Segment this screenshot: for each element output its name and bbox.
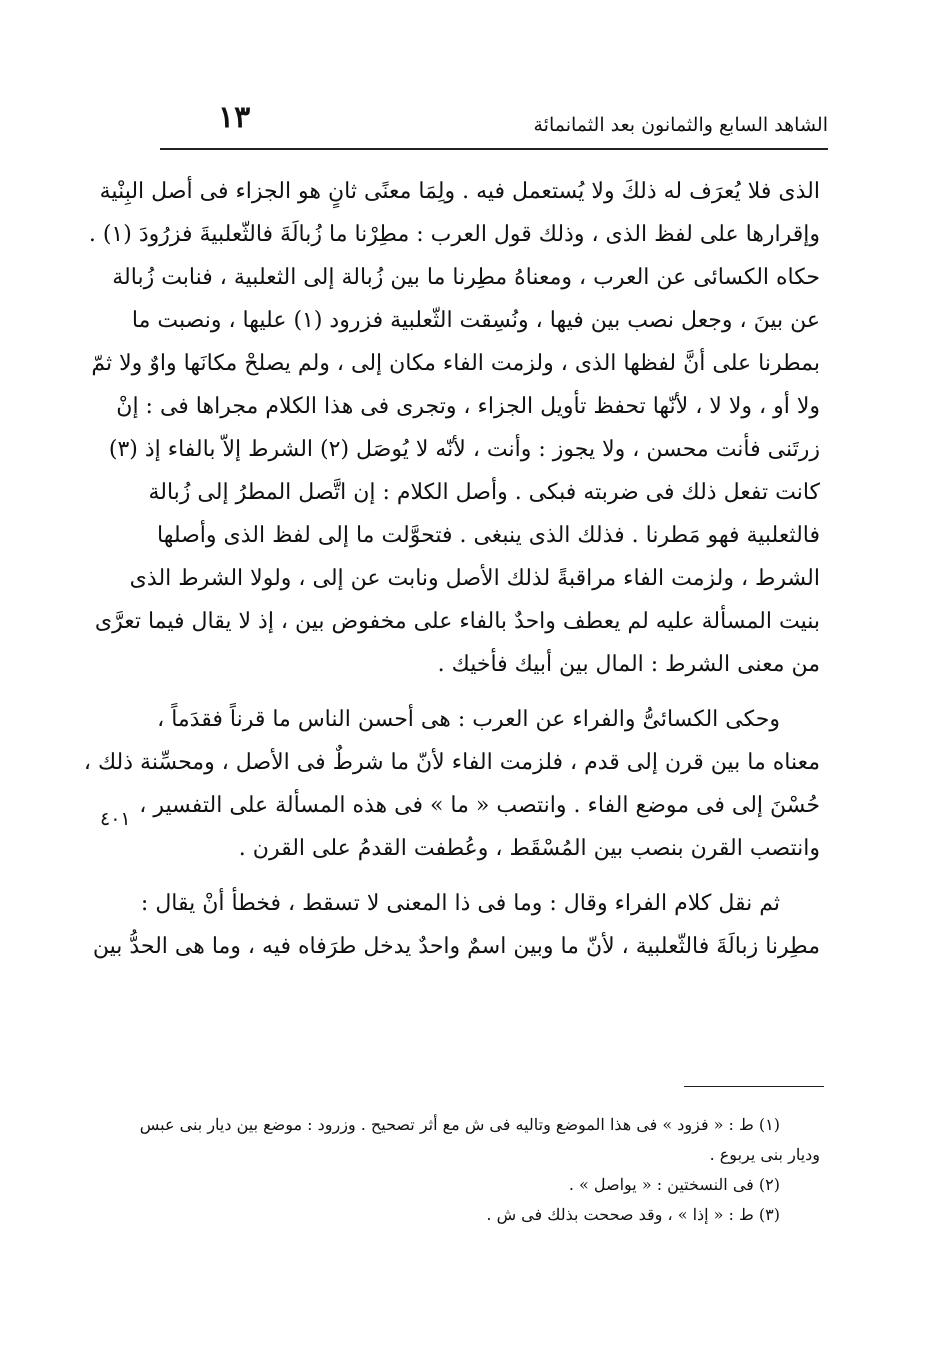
footnote-1-continued: وديار بنى يربوع .: [709, 1145, 820, 1164]
page-header: [160, 100, 828, 144]
text-line: ثم نقل كلام الفراء وقال : وما فى ذا المعنى لا تسقط ، فخطأ أنْ يقال :: [140, 891, 780, 916]
text-line: وحكى الكسائىُّ والفراء عن العرب : هى أحسن الناس ما قرناً فقدَماً ،: [157, 707, 780, 732]
margin-page-reference: ٤٠١: [100, 808, 131, 830]
text-line: معناه ما بين قرن إلى قدم ، فلزمت الفاء لأنّ ما شرطٌ فى الأصل ، ومحسِّنة ذلك ،: [83, 750, 820, 775]
footnote-1: (١) ط : « فزود » فى هذا الموضع وتاليه فى ش مع أثر تصحيح . وزرود : موضع بين ديار بنى عبس: [139, 1115, 780, 1134]
text-line: حُسْنَ إلى فى موضع الفاء . وانتصب « ما » فى هذه المسألة على التفسير ،: [139, 793, 820, 818]
text-line: زرتَنى فأنت محسن ، ولا يجوز : وأنت ، لأنّه لا يُوصَل (٢) الشرط إلاّ بالفاء إذ (٣): [108, 437, 820, 462]
paragraph-3: [92, 882, 820, 968]
footnote-rule: [684, 1086, 824, 1087]
text-line: من معنى الشرط : المال بين أبيك فأخيك .: [437, 652, 820, 677]
text-line: ولا أو ، ولا لا ، لأنّها تحفظ تأويل الجزاء ، وتجرى فى هذا الكلام مجراها فى : إنْ: [116, 394, 820, 419]
page-number: ١٣: [218, 100, 251, 135]
text-line: بنيت المسألة عليه لم يعطف واحدٌ بالفاء على مخفوض بين ، إذ لا يقال فيما تعرَّى: [94, 609, 820, 634]
text-line: وانتصب القرن بنصب بين المُسْقَط ، وعُطفت القدمُ على القرن .: [238, 836, 820, 861]
text-line: كانت تفعل ذلك فى ضربته فبكى . وأصل الكلام : إن اتَّصل المطرُ إلى زُبالة: [148, 480, 820, 505]
text-line: بمطرنا على أنَّ لفظها الذى ، ولزمت الفاء مكان إلى ، ولم يصلحْ مكانَها واوٌ ولا ثمّ: [91, 351, 820, 376]
paragraph-1: [88, 170, 820, 686]
text-line: الشرط ، ولزمت الفاء مراقبةً لذلك الأصل ونابت عن إلى ، ولولا الشرط الذى: [129, 566, 820, 591]
running-title: الشاهد السابع والثمانون بعد الثمانمائة: [533, 114, 828, 136]
footnotes: [139, 1110, 820, 1230]
text-line: مطِرنا زبالَةَ فالثّعلبية ، لأنّ ما وبين اسمٌ واحدٌ يدخل طرَفاه فيه ، وما هى الحدُّ بين: [92, 934, 820, 959]
header-rule: [160, 148, 828, 150]
text-line: وإقرارها على لفظ الذى ، وذلك قول العرب : مطِرْنا ما زُبالَةَ فالثّعلبيةَ فزرُودَ (١) .: [88, 222, 820, 247]
text-line: الذى فلا يُعرَف له ذلكَ ولا يُستعمل فيه . ولِمَا معنًى ثانٍ هو الجزاء فى أصل البِنْية: [99, 179, 820, 204]
footnote-3: (٣) ط : « إذا » ، وقد صححت بذلك فى ش .: [486, 1205, 780, 1224]
text-line: عن بينَ ، وجعل نصب بين فيها ، ونُسِقت الثّعلبية فزرود (١) عليها ، ونصبت ما: [131, 308, 820, 333]
text-line: فالثعلبية فهو مَطرنا . فذلك الذى ينبغى . فتحوَّلت ما إلى لفظ الذى وأصلها: [157, 523, 820, 548]
text-line: حكاه الكسائى عن العرب ، ومعناهُ مطِرنا ما بين زُبالة إلى الثعلبية ، فنابت زُبالة: [112, 265, 820, 290]
footnote-2: (٢) فى النسختين : « يواصل » .: [568, 1175, 780, 1194]
